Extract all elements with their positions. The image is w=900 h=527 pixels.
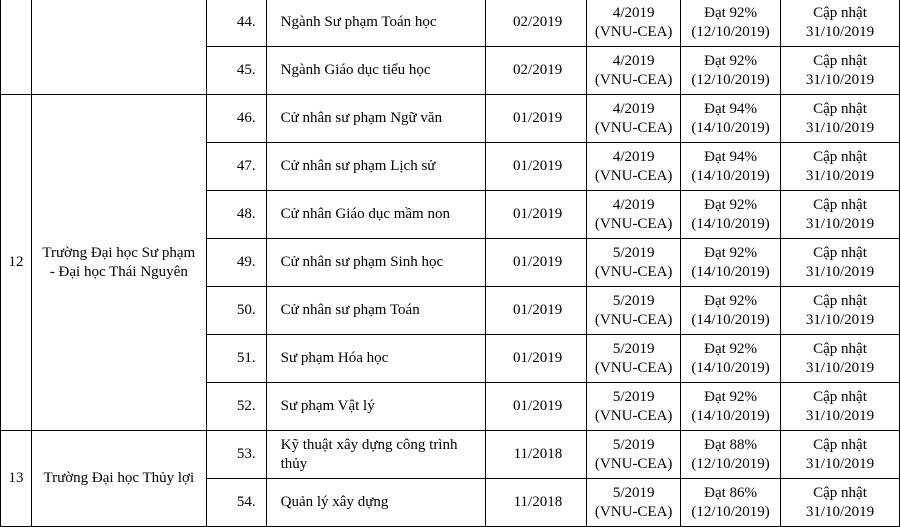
evaluation-cell <box>587 431 681 479</box>
result-cell-line: Đạt 92% <box>704 292 758 309</box>
start-date: 11/2018 <box>486 479 587 527</box>
program-number: 53. <box>206 431 266 479</box>
start-date: 01/2019 <box>486 239 587 287</box>
result-cell-line: Đạt 86% <box>704 484 758 501</box>
start-date: 01/2019 <box>486 335 587 383</box>
program-number: 51. <box>206 335 266 383</box>
start-date: 01/2019 <box>486 287 587 335</box>
status-cell-line: 31/10/2019 <box>805 167 875 184</box>
table-body <box>1 0 900 527</box>
start-date: 01/2019 <box>486 95 587 143</box>
start-date: 01/2019 <box>486 191 587 239</box>
program-name: Cử nhân sư phạm Ngữ văn <box>266 95 486 143</box>
result-cell <box>681 479 781 527</box>
program-number: 49. <box>206 239 266 287</box>
status-cell <box>781 95 900 143</box>
result-cell <box>681 191 781 239</box>
result-cell <box>681 431 781 479</box>
start-date: 01/2019 <box>486 143 587 191</box>
evaluation-cell-line: 5/2019 <box>612 484 655 501</box>
program-name: Kỹ thuật xây dựng công trình thủy <box>266 431 486 479</box>
status-cell-line: Cập nhật <box>813 340 867 357</box>
program-name: Cử nhân sư phạm Lịch sử <box>266 143 486 191</box>
table-row <box>1 0 900 47</box>
program-number: 46. <box>206 95 266 143</box>
status-cell-line: Cập nhật <box>813 4 867 21</box>
evaluation-cell <box>587 0 681 47</box>
evaluation-cell-line: 5/2019 <box>612 292 655 309</box>
status-cell <box>781 239 900 287</box>
program-name: Sư phạm Vật lý <box>266 383 486 431</box>
status-cell <box>781 47 900 95</box>
evaluation-cell-line: 5/2019 <box>612 436 655 453</box>
evaluation-cell-line: (VNU-CEA) <box>594 71 673 88</box>
evaluation-cell-line: (VNU-CEA) <box>594 503 673 520</box>
result-cell-line: Đạt 92% <box>704 196 758 213</box>
result-cell-line: (14/10/2019) <box>691 119 770 136</box>
status-cell-line: 31/10/2019 <box>805 119 875 136</box>
status-cell <box>781 287 900 335</box>
status-cell-line: Cập nhật <box>813 292 867 309</box>
school-name-cell <box>31 95 206 431</box>
school-index-cell <box>1 0 32 95</box>
result-cell-line: (12/10/2019) <box>691 503 770 520</box>
result-cell-line: (14/10/2019) <box>691 215 770 232</box>
result-cell <box>681 95 781 143</box>
evaluation-cell <box>587 479 681 527</box>
program-number: 48. <box>206 191 266 239</box>
evaluation-cell-line: (VNU-CEA) <box>594 263 673 280</box>
program-name: Quản lý xây dựng <box>266 479 486 527</box>
school-name-line: - Đại học Thái Nguyên <box>49 263 188 280</box>
status-cell <box>781 143 900 191</box>
evaluation-cell <box>587 239 681 287</box>
result-cell-line: Đạt 92% <box>704 52 758 69</box>
evaluation-cell-line: (VNU-CEA) <box>594 23 673 40</box>
result-cell-line: (12/10/2019) <box>691 455 770 472</box>
program-number: 44. <box>206 0 266 47</box>
evaluation-cell <box>587 95 681 143</box>
result-cell-line: Đạt 92% <box>704 4 758 21</box>
evaluation-cell-line: 4/2019 <box>612 4 655 21</box>
result-cell-line: (14/10/2019) <box>691 407 770 424</box>
school-name-line: Trường Đại học Sư phạm <box>42 244 196 261</box>
evaluation-cell-line: 5/2019 <box>612 340 655 357</box>
status-cell <box>781 335 900 383</box>
school-index-cell: 12 <box>1 95 32 431</box>
status-cell-line: 31/10/2019 <box>805 23 875 40</box>
table-row <box>1 431 900 479</box>
status-cell-line: Cập nhật <box>813 436 867 453</box>
result-cell-line: Đạt 92% <box>704 340 758 357</box>
start-date: 01/2019 <box>486 383 587 431</box>
status-cell-line: 31/10/2019 <box>805 359 875 376</box>
program-name: Ngành Sư phạm Toán học <box>266 0 486 47</box>
result-cell <box>681 287 781 335</box>
program-name: Cử nhân sư phạm Toán <box>266 287 486 335</box>
result-cell-line: (14/10/2019) <box>691 263 770 280</box>
evaluation-cell-line: (VNU-CEA) <box>594 215 673 232</box>
evaluation-cell-line: (VNU-CEA) <box>594 311 673 328</box>
school-name-line: Trường Đại học Thủy lợi <box>43 470 195 486</box>
program-number: 45. <box>206 47 266 95</box>
evaluation-cell-line: 5/2019 <box>612 244 655 261</box>
status-cell-line: 31/10/2019 <box>805 263 875 280</box>
status-cell <box>781 383 900 431</box>
evaluation-cell <box>587 287 681 335</box>
status-cell-line: Cập nhật <box>813 388 867 405</box>
status-cell-line: Cập nhật <box>813 244 867 261</box>
status-cell-line: Cập nhật <box>813 148 867 165</box>
status-cell-line: 31/10/2019 <box>805 215 875 232</box>
status-cell <box>781 431 900 479</box>
result-cell-line: Đạt 92% <box>704 244 758 261</box>
evaluation-cell <box>587 47 681 95</box>
result-cell <box>681 335 781 383</box>
evaluation-cell-line: (VNU-CEA) <box>594 119 673 136</box>
status-cell-line: 31/10/2019 <box>805 503 875 520</box>
result-cell <box>681 143 781 191</box>
status-cell-line: 31/10/2019 <box>805 311 875 328</box>
result-cell-line: Đạt 94% <box>704 148 758 165</box>
evaluation-cell <box>587 191 681 239</box>
table-row <box>1 95 900 143</box>
result-cell <box>681 239 781 287</box>
evaluation-cell-line: 4/2019 <box>612 52 655 69</box>
program-name: Cử nhân Giáo dục mầm non <box>266 191 486 239</box>
evaluation-cell-line: (VNU-CEA) <box>594 167 673 184</box>
result-cell <box>681 47 781 95</box>
status-cell <box>781 191 900 239</box>
status-cell <box>781 479 900 527</box>
result-cell <box>681 0 781 47</box>
status-cell-line: 31/10/2019 <box>805 407 875 424</box>
school-index-cell: 13 <box>1 431 32 527</box>
school-name-cell <box>31 0 206 95</box>
result-cell <box>681 383 781 431</box>
start-date: 02/2019 <box>486 47 587 95</box>
result-cell-line: Đạt 88% <box>704 436 758 453</box>
evaluation-cell-line: (VNU-CEA) <box>594 407 673 424</box>
result-cell-line: (14/10/2019) <box>691 359 770 376</box>
status-cell-line: Cập nhật <box>813 100 867 117</box>
status-cell-line: Cập nhật <box>813 484 867 501</box>
evaluation-cell-line: (VNU-CEA) <box>594 455 673 472</box>
result-cell-line: Đạt 94% <box>704 100 758 117</box>
program-number: 47. <box>206 143 266 191</box>
evaluation-cell-line: 4/2019 <box>612 100 655 117</box>
status-cell-line: 31/10/2019 <box>805 71 875 88</box>
evaluation-cell-line: 4/2019 <box>612 148 655 165</box>
program-name: Sư phạm Hóa học <box>266 335 486 383</box>
result-cell-line: (14/10/2019) <box>691 167 770 184</box>
result-cell-line: (12/10/2019) <box>691 71 770 88</box>
evaluation-cell <box>587 383 681 431</box>
result-cell-line: (12/10/2019) <box>691 23 770 40</box>
program-name: Ngành Giáo dục tiểu học <box>266 47 486 95</box>
status-cell-line: Cập nhật <box>813 196 867 213</box>
program-number: 52. <box>206 383 266 431</box>
evaluation-cell-line: (VNU-CEA) <box>594 359 673 376</box>
evaluation-cell <box>587 143 681 191</box>
program-name: Cử nhân sư phạm Sinh học <box>266 239 486 287</box>
program-number: 50. <box>206 287 266 335</box>
school-name-cell <box>31 431 206 527</box>
status-cell-line: Cập nhật <box>813 52 867 69</box>
result-cell-line: Đạt 92% <box>704 388 758 405</box>
start-date: 11/2018 <box>486 431 587 479</box>
status-cell <box>781 0 900 47</box>
result-cell-line: (14/10/2019) <box>691 311 770 328</box>
evaluation-cell-line: 5/2019 <box>612 388 655 405</box>
evaluation-cell-line: 4/2019 <box>612 196 655 213</box>
start-date: 02/2019 <box>486 0 587 47</box>
evaluation-cell <box>587 335 681 383</box>
status-cell-line: 31/10/2019 <box>805 455 875 472</box>
program-number: 54. <box>206 479 266 527</box>
